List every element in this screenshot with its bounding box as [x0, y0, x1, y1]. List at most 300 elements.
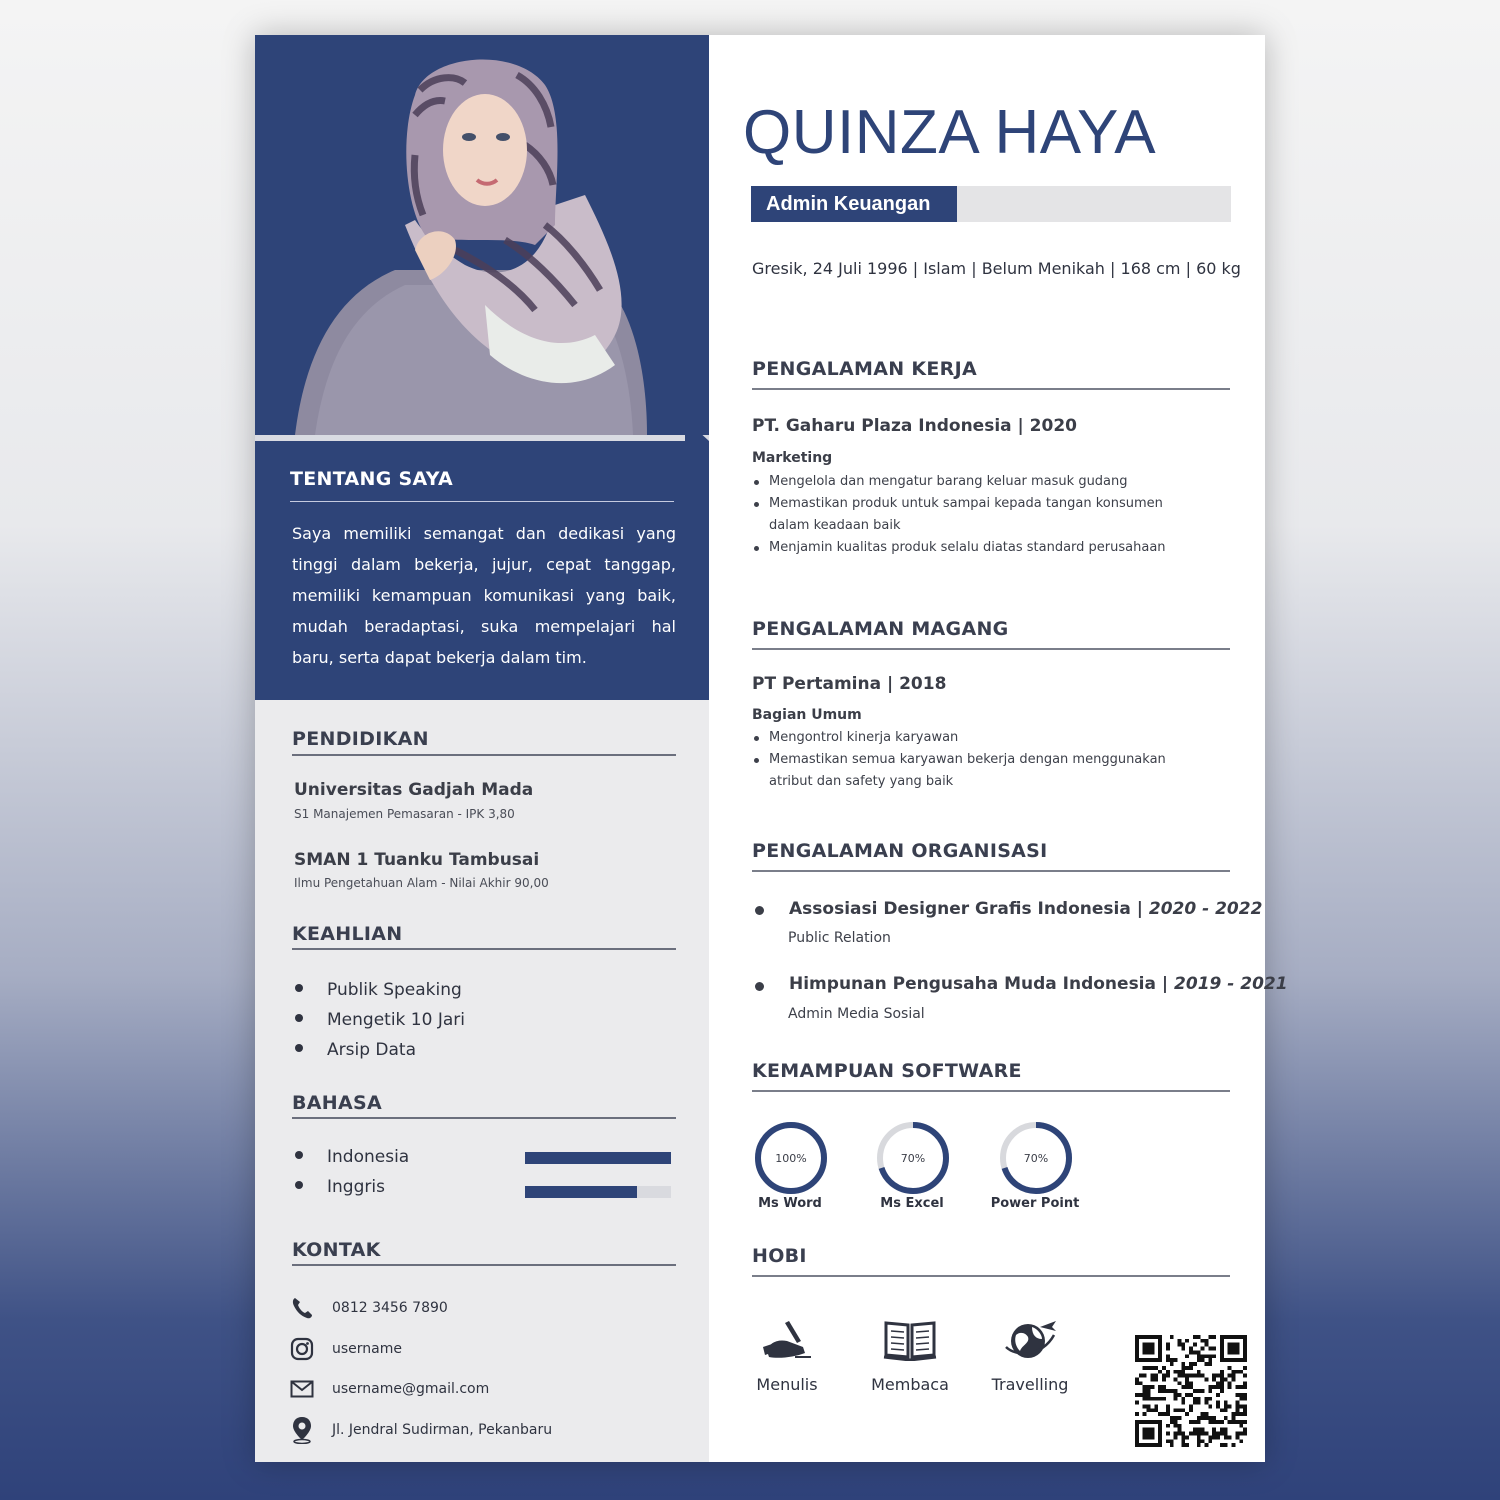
qr-module: [1189, 1393, 1193, 1397]
qr-module: [1205, 1401, 1209, 1405]
qr-module: [1181, 1439, 1185, 1443]
qr-module: [1150, 1385, 1154, 1389]
contact-divider: [292, 1264, 676, 1266]
qr-module: [1197, 1443, 1201, 1447]
internship-title: PENGALAMAN MAGANG: [752, 618, 1009, 640]
qr-module: [1177, 1428, 1181, 1432]
qr-module: [1228, 1381, 1232, 1385]
qr-module: [1220, 1385, 1224, 1389]
qr-module: [1201, 1354, 1205, 1358]
qr-module: [1174, 1358, 1178, 1362]
qr-module: [1143, 1393, 1147, 1397]
qr-finder-module: [1143, 1343, 1155, 1355]
org-bullet: [755, 906, 764, 915]
qr-module: [1177, 1374, 1181, 1378]
internship-company: PT Pertamina | 2018: [752, 674, 947, 694]
qr-module: [1189, 1347, 1193, 1351]
qr-module: [1174, 1370, 1178, 1374]
qr-module: [1232, 1420, 1236, 1424]
qr-module: [1212, 1377, 1216, 1381]
qr-module: [1224, 1401, 1228, 1405]
cv-page: [255, 35, 1288, 1462]
qr-module: [1197, 1374, 1201, 1378]
qr-module: [1216, 1435, 1220, 1439]
education-school: Universitas Gadjah Mada: [294, 780, 534, 800]
qr-module: [1239, 1385, 1243, 1389]
qr-module: [1154, 1408, 1158, 1412]
about-divider: [290, 501, 674, 502]
qr-module: [1216, 1385, 1220, 1389]
qr-module: [1224, 1408, 1228, 1412]
qr-module: [1220, 1432, 1224, 1436]
qr-module: [1154, 1366, 1158, 1370]
role-bar: [751, 186, 1231, 222]
software-gauge: [999, 1121, 1073, 1195]
qr-module: [1235, 1370, 1239, 1374]
qr-module: [1177, 1343, 1181, 1347]
qr-module: [1212, 1428, 1216, 1432]
qr-module: [1185, 1393, 1189, 1397]
qr-module: [1201, 1432, 1205, 1436]
qr-module: [1232, 1377, 1236, 1381]
qr-module: [1150, 1397, 1154, 1401]
qr-module: [1177, 1408, 1181, 1412]
qr-module: [1197, 1397, 1201, 1401]
qr-module: [1239, 1424, 1243, 1428]
qr-module: [1208, 1347, 1212, 1351]
qr-module: [1193, 1397, 1197, 1401]
qr-module: [1197, 1420, 1201, 1424]
qr-module: [1205, 1343, 1209, 1347]
qr-module: [1154, 1397, 1158, 1401]
qr-module: [1224, 1405, 1228, 1409]
qr-module: [1158, 1370, 1162, 1374]
qr-module: [1193, 1335, 1197, 1339]
qr-module: [1208, 1335, 1212, 1339]
language-item: Indonesia: [295, 1147, 409, 1167]
qr-module: [1143, 1397, 1147, 1401]
qr-module: [1181, 1343, 1185, 1347]
qr-module: [1235, 1401, 1239, 1405]
qr-module: [1228, 1405, 1232, 1409]
qr-module: [1239, 1432, 1243, 1436]
qr-module: [1201, 1428, 1205, 1432]
qr-module: [1181, 1370, 1185, 1374]
qr-module: [1162, 1412, 1166, 1416]
qr-module: [1150, 1374, 1154, 1378]
qr-module: [1166, 1358, 1170, 1362]
qr-module: [1185, 1366, 1189, 1370]
qr-module: [1147, 1397, 1151, 1401]
qr-module: [1232, 1443, 1236, 1447]
qr-module: [1235, 1432, 1239, 1436]
qr-module: [1224, 1432, 1228, 1436]
qr-module: [1208, 1385, 1212, 1389]
qr-module: [1177, 1424, 1181, 1428]
qr-module: [1235, 1393, 1239, 1397]
portrait-illustration: [255, 35, 709, 435]
hobbies-divider: [752, 1275, 1230, 1277]
work-task: Mengelola dan mengatur barang keluar masuk gudang: [752, 471, 1202, 493]
hobbies-title: HOBI: [752, 1245, 807, 1267]
qr-module: [1197, 1401, 1201, 1405]
qr-module: [1205, 1377, 1209, 1381]
qr-module: [1197, 1428, 1201, 1432]
qr-module: [1205, 1412, 1209, 1416]
qr-module: [1166, 1347, 1170, 1351]
qr-module: [1189, 1405, 1193, 1409]
qr-module: [1220, 1408, 1224, 1412]
qr-module: [1239, 1439, 1243, 1443]
skill-item: Arsip Data: [295, 1040, 416, 1060]
qr-module: [1201, 1339, 1205, 1343]
internship-divider: [752, 648, 1230, 650]
qr-module: [1147, 1385, 1151, 1389]
org-bullet: [755, 982, 764, 991]
qr-module: [1143, 1385, 1147, 1389]
qr-module: [1147, 1408, 1151, 1412]
qr-module: [1154, 1377, 1158, 1381]
mail-icon: [288, 1375, 316, 1403]
qr-module: [1189, 1420, 1193, 1424]
qr-module: [1239, 1370, 1243, 1374]
qr-module: [1170, 1335, 1174, 1339]
qr-module: [1147, 1389, 1151, 1393]
qr-module: [1208, 1358, 1212, 1362]
qr-module: [1154, 1405, 1158, 1409]
qr-module: [1166, 1405, 1170, 1409]
education-divider: [292, 754, 676, 756]
qr-module: [1212, 1432, 1216, 1436]
qr-module: [1235, 1420, 1239, 1424]
qr-module: [1181, 1385, 1185, 1389]
qr-module: [1158, 1412, 1162, 1416]
software-name: Ms Excel: [880, 1196, 944, 1211]
qr-module: [1243, 1381, 1247, 1385]
qr-module: [1220, 1370, 1224, 1374]
qr-module: [1170, 1358, 1174, 1362]
qr-module: [1162, 1374, 1166, 1378]
qr-module: [1181, 1374, 1185, 1378]
qr-module: [1208, 1435, 1212, 1439]
qr-module: [1220, 1428, 1224, 1432]
work-position: Marketing: [752, 450, 833, 466]
qr-module: [1170, 1362, 1174, 1366]
qr-module: [1232, 1412, 1236, 1416]
qr-module: [1208, 1354, 1212, 1358]
qr-module: [1181, 1397, 1185, 1401]
internship-task: Mengontrol kinerja karyawan: [752, 727, 1202, 749]
instagram-icon: [288, 1335, 316, 1363]
qr-finder-module: [1143, 1428, 1155, 1440]
profile-photo: [255, 35, 709, 435]
candidate-name: QUINZA HAYA: [743, 98, 1157, 167]
qr-module: [1224, 1416, 1228, 1420]
qr-module: [1205, 1432, 1209, 1436]
qr-module: [1235, 1405, 1239, 1409]
qr-module: [1197, 1335, 1201, 1339]
qr-module: [1208, 1405, 1212, 1409]
qr-module: [1212, 1435, 1216, 1439]
about-text: Saya memiliki semangat dan dedikasi yang tinggi dalam bekerja, jujur, cepat tanggap, memiliki kemampuan komunikasi yang baik, mudah beradaptasi, suka mempelajari hal baru, serta dapat bekerja dalam tim.: [292, 524, 676, 667]
qr-module: [1220, 1420, 1224, 1424]
qr-module: [1239, 1397, 1243, 1401]
qr-module: [1243, 1385, 1247, 1389]
internship-task-list: [752, 727, 1202, 793]
language-level-bar: [525, 1186, 671, 1198]
qr-module: [1189, 1362, 1193, 1366]
contact-instagram[interactable]: username: [288, 1335, 402, 1363]
software-title: KEMAMPUAN SOFTWARE: [752, 1060, 1022, 1082]
qr-module: [1193, 1401, 1197, 1405]
qr-module: [1243, 1405, 1247, 1409]
about-notch: [685, 419, 709, 463]
qr-module: [1166, 1370, 1170, 1374]
qr-module: [1197, 1439, 1201, 1443]
qr-module: [1205, 1397, 1209, 1401]
qr-module: [1197, 1370, 1201, 1374]
qr-module: [1135, 1393, 1139, 1397]
qr-module: [1166, 1343, 1170, 1347]
gauge-percent: 70%: [900, 1152, 926, 1165]
work-task: Memastikan produk untuk sampai kepada tangan konsumen dalam keadaan baik: [752, 493, 1202, 537]
qr-module: [1212, 1354, 1216, 1358]
org-name: Assosiasi Designer Grafis Indonesia | 2020 - 2022: [789, 899, 1263, 919]
qr-module: [1193, 1428, 1197, 1432]
qr-module: [1193, 1389, 1197, 1393]
qr-module: [1166, 1408, 1170, 1412]
qr-module: [1162, 1397, 1166, 1401]
qr-module: [1235, 1408, 1239, 1412]
contact-phone[interactable]: 0812 3456 7890: [288, 1294, 448, 1322]
work-task: Menjamin kualitas produk selalu diatas standard perusahaan: [752, 537, 1202, 559]
qr-code[interactable]: [1135, 1335, 1247, 1447]
qr-module: [1220, 1381, 1224, 1385]
qr-module: [1243, 1412, 1247, 1416]
qr-module: [1220, 1443, 1224, 1447]
qr-module: [1201, 1358, 1205, 1362]
qr-module: [1212, 1420, 1216, 1424]
qr-module: [1201, 1389, 1205, 1393]
qr-module: [1143, 1405, 1147, 1409]
qr-module: [1193, 1362, 1197, 1366]
qr-module: [1232, 1416, 1236, 1420]
qr-module: [1243, 1428, 1247, 1432]
hobby-label: Membaca: [871, 1375, 949, 1394]
qr-module: [1181, 1401, 1185, 1405]
qr-module: [1205, 1339, 1209, 1343]
qr-module: [1174, 1435, 1178, 1439]
qr-module: [1216, 1374, 1220, 1378]
qr-module: [1185, 1385, 1189, 1389]
qr-module: [1197, 1350, 1201, 1354]
qr-module: [1212, 1416, 1216, 1420]
qr-module: [1143, 1366, 1147, 1370]
qr-module: [1216, 1432, 1220, 1436]
qr-module: [1243, 1366, 1247, 1370]
qr-module: [1189, 1381, 1193, 1385]
qr-module: [1166, 1412, 1170, 1416]
gauge-percent: 100%: [775, 1152, 807, 1165]
qr-module: [1224, 1443, 1228, 1447]
qr-module: [1162, 1377, 1166, 1381]
qr-module: [1174, 1397, 1178, 1401]
hobby-label: Menulis: [756, 1375, 818, 1394]
software-divider: [752, 1090, 1230, 1092]
org-name: Himpunan Pengusaha Muda Indonesia | 2019 - 2021: [789, 974, 1288, 994]
qr-module: [1185, 1374, 1189, 1378]
open-book-icon: [882, 1317, 938, 1361]
qr-module: [1205, 1354, 1209, 1358]
qr-module: [1177, 1432, 1181, 1436]
qr-module: [1147, 1366, 1151, 1370]
qr-module: [1239, 1405, 1243, 1409]
qr-module: [1205, 1443, 1209, 1447]
qr-module: [1216, 1420, 1220, 1424]
globe-plane-icon: [1002, 1317, 1058, 1361]
qr-module: [1139, 1374, 1143, 1378]
org-role: Admin Media Sosial: [788, 1006, 925, 1022]
qr-module: [1135, 1381, 1139, 1385]
qr-module: [1139, 1381, 1143, 1385]
qr-module: [1147, 1405, 1151, 1409]
hobby-item: [855, 1317, 965, 1394]
qr-module: [1228, 1420, 1232, 1424]
work-divider: [752, 388, 1230, 390]
qr-module: [1243, 1408, 1247, 1412]
qr-module: [1205, 1416, 1209, 1420]
internship-task: Memastikan semua karyawan bekerja dengan menggunakan atribut dan safety yang baik: [752, 749, 1202, 793]
qr-module: [1201, 1416, 1205, 1420]
qr-module: [1174, 1408, 1178, 1412]
qr-module: [1216, 1393, 1220, 1397]
qr-module: [1243, 1393, 1247, 1397]
qr-module: [1166, 1389, 1170, 1393]
qr-module: [1170, 1420, 1174, 1424]
qr-module: [1185, 1412, 1189, 1416]
languages-divider: [292, 1117, 676, 1119]
qr-module: [1166, 1432, 1170, 1436]
software-gauge: [876, 1121, 950, 1195]
qr-module: [1208, 1362, 1212, 1366]
skill-item: Publik Speaking: [295, 980, 462, 1000]
qr-module: [1220, 1377, 1224, 1381]
qr-module: [1197, 1435, 1201, 1439]
qr-module: [1201, 1347, 1205, 1351]
skill-item: Mengetik 10 Jari: [295, 1010, 465, 1030]
qr-module: [1150, 1377, 1154, 1381]
role-label: Admin Keuangan: [751, 186, 957, 222]
qr-finder-module: [1228, 1343, 1240, 1355]
qr-module: [1162, 1366, 1166, 1370]
software-gauge: [754, 1121, 828, 1195]
hobby-item: [975, 1317, 1085, 1394]
qr-module: [1243, 1374, 1247, 1378]
contact-title: KONTAK: [292, 1239, 381, 1261]
qr-module: [1224, 1435, 1228, 1439]
qr-module: [1143, 1412, 1147, 1416]
qr-module: [1193, 1350, 1197, 1354]
qr-module: [1212, 1347, 1216, 1351]
qr-module: [1228, 1385, 1232, 1389]
qr-module: [1170, 1416, 1174, 1420]
qr-module: [1232, 1374, 1236, 1378]
qr-module: [1143, 1374, 1147, 1378]
qr-module: [1181, 1362, 1185, 1366]
qr-module: [1216, 1401, 1220, 1405]
qr-module: [1150, 1408, 1154, 1412]
qr-module: [1139, 1393, 1143, 1397]
qr-module: [1189, 1432, 1193, 1436]
qr-module: [1189, 1385, 1193, 1389]
qr-module: [1166, 1424, 1170, 1428]
contact-email[interactable]: username@gmail.com: [288, 1375, 489, 1403]
organizations-title: PENGALAMAN ORGANISASI: [752, 840, 1048, 862]
qr-module: [1181, 1435, 1185, 1439]
qr-module: [1205, 1362, 1209, 1366]
qr-module: [1243, 1397, 1247, 1401]
qr-module: [1208, 1420, 1212, 1424]
qr-module: [1177, 1370, 1181, 1374]
languages-title: BAHASA: [292, 1092, 382, 1114]
qr-module: [1181, 1408, 1185, 1412]
qr-module: [1174, 1393, 1178, 1397]
qr-module: [1147, 1393, 1151, 1397]
qr-module: [1228, 1374, 1232, 1378]
qr-module: [1220, 1389, 1224, 1393]
qr-module: [1166, 1439, 1170, 1443]
qr-module: [1208, 1439, 1212, 1443]
location-pin-icon: [288, 1416, 316, 1444]
qr-module: [1174, 1389, 1178, 1393]
work-task-list: [752, 471, 1202, 559]
education-detail: S1 Manajemen Pemasaran - IPK 3,80: [294, 807, 515, 821]
qr-module: [1224, 1428, 1228, 1432]
work-company: PT. Gaharu Plaza Indonesia | 2020: [752, 416, 1077, 436]
qr-module: [1170, 1443, 1174, 1447]
qr-module: [1212, 1335, 1216, 1339]
software-name: Power Point: [990, 1196, 1080, 1211]
personal-info: Gresik, 24 Juli 1996 | Islam | Belum Menikah | 168 cm | 60 kg: [752, 259, 1241, 278]
software-name: Ms Word: [758, 1196, 822, 1211]
qr-module: [1212, 1385, 1216, 1389]
qr-module: [1158, 1385, 1162, 1389]
qr-module: [1193, 1374, 1197, 1378]
qr-module: [1220, 1374, 1224, 1378]
qr-module: [1224, 1377, 1228, 1381]
qr-module: [1232, 1370, 1236, 1374]
internship-position: Bagian Umum: [752, 707, 862, 723]
qr-module: [1174, 1424, 1178, 1428]
education-detail: Ilmu Pengetahuan Alam - Nilai Akhir 90,00: [294, 876, 549, 890]
qr-module: [1243, 1432, 1247, 1436]
qr-module: [1185, 1435, 1189, 1439]
qr-module: [1189, 1374, 1193, 1378]
qr-module: [1243, 1420, 1247, 1424]
qr-module: [1201, 1374, 1205, 1378]
qr-module: [1185, 1354, 1189, 1358]
qr-module: [1174, 1416, 1178, 1420]
qr-module: [1158, 1389, 1162, 1393]
qr-module: [1216, 1381, 1220, 1385]
qr-module: [1208, 1416, 1212, 1420]
qr-module: [1228, 1435, 1232, 1439]
qr-module: [1185, 1443, 1189, 1447]
qr-module: [1212, 1374, 1216, 1378]
qr-module: [1177, 1416, 1181, 1420]
phone-icon: [288, 1294, 316, 1322]
qr-module: [1181, 1366, 1185, 1370]
